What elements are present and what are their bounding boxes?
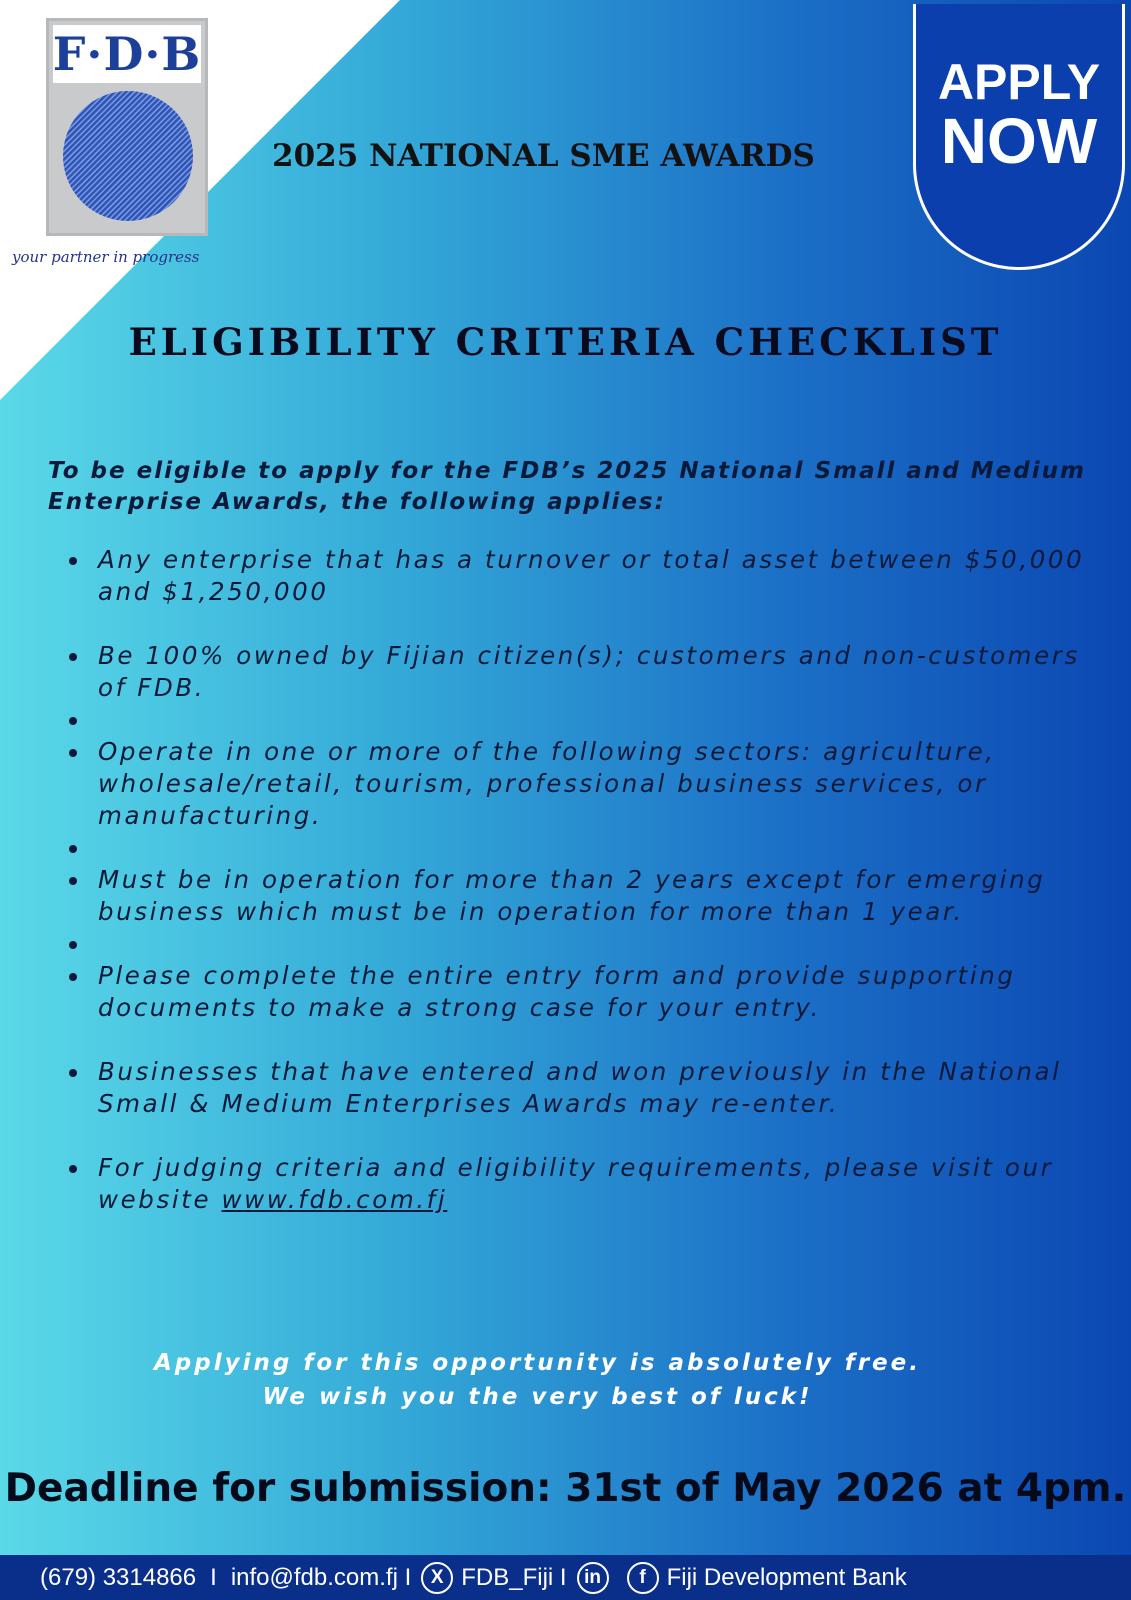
brand-tagline: your partner in progress — [12, 248, 200, 266]
closing-line2: We wish you the very best of luck! — [262, 1384, 813, 1410]
criteria-item-entry-form: Please complete the entire entry form and provide supporting documents to make a strong case for your entry. — [52, 960, 1117, 1024]
criteria-item-turnover: Any enterprise that has a turnover or total asset between $50,000 and $1,250,000 — [52, 544, 1117, 608]
criteria-item-empty — [52, 704, 1117, 736]
criteria-list — [52, 544, 1117, 1216]
deadline-text: Deadline for submission: 31st of May 2026 at 4pm. — [4, 1466, 1127, 1511]
fdb-logo — [46, 18, 208, 236]
fdb-logo-circle-icon — [63, 91, 193, 221]
closing-line1: Applying for this opportunity is absolutely free. — [153, 1350, 921, 1376]
criteria-item-operation: Must be in operation for more than 2 years except for emerging business which must be in operation for more than 1 year. — [52, 864, 1117, 928]
criteria-website-text: For judging criteria and eligibility requirements, please visit our website — [98, 1153, 1054, 1214]
closing-message — [0, 1346, 1075, 1414]
apply-now-line1: APPLY — [937, 54, 1101, 110]
x-icon[interactable]: X — [421, 1562, 453, 1594]
apply-now-button[interactable] — [913, 4, 1125, 270]
facebook-icon[interactable]: f — [627, 1562, 659, 1594]
footer-phone[interactable]: (679) 3314866 — [40, 1563, 197, 1591]
footer-separator: I — [210, 1563, 217, 1591]
footer-facebook-name[interactable]: Fiji Development Bank — [666, 1563, 907, 1591]
criteria-item-empty — [52, 832, 1117, 864]
criteria-item-website — [52, 1152, 1117, 1216]
criteria-item-re-enter: Businesses that have entered and won previously in the National Small & Medium Enterprises Awards may re-enter. — [52, 1056, 1117, 1120]
criteria-item-empty — [52, 928, 1117, 960]
footer-email[interactable]: info@fdb.com.fj I — [230, 1563, 412, 1591]
fdb-logo-text: F·D·B — [52, 27, 202, 81]
criteria-item-ownership: Be 100% owned by Fijian citizen(s); customers and non-customers of FDB. — [52, 640, 1117, 704]
section-heading: ELIGIBILITY CRITERIA CHECKLIST — [128, 320, 1003, 364]
event-title: 2025 NATIONAL SME AWARDS — [272, 138, 815, 174]
intro-text: To be eligible to apply for the FDB’s 2025 National Small and Medium Enterprise Awards, the following applies: — [48, 458, 1086, 515]
contact-footer — [0, 1555, 1131, 1600]
website-link[interactable]: www.fdb.com.fj — [221, 1185, 448, 1214]
footer-x-handle[interactable]: FDB_Fiji I — [461, 1563, 567, 1591]
apply-now-line2: NOW — [940, 105, 1098, 177]
criteria-item-sectors: Operate in one or more of the following sectors: agriculture, wholesale/retail, tourism, professional business services, or manufacturing. — [52, 736, 1117, 832]
linkedin-icon[interactable]: in — [577, 1562, 609, 1594]
